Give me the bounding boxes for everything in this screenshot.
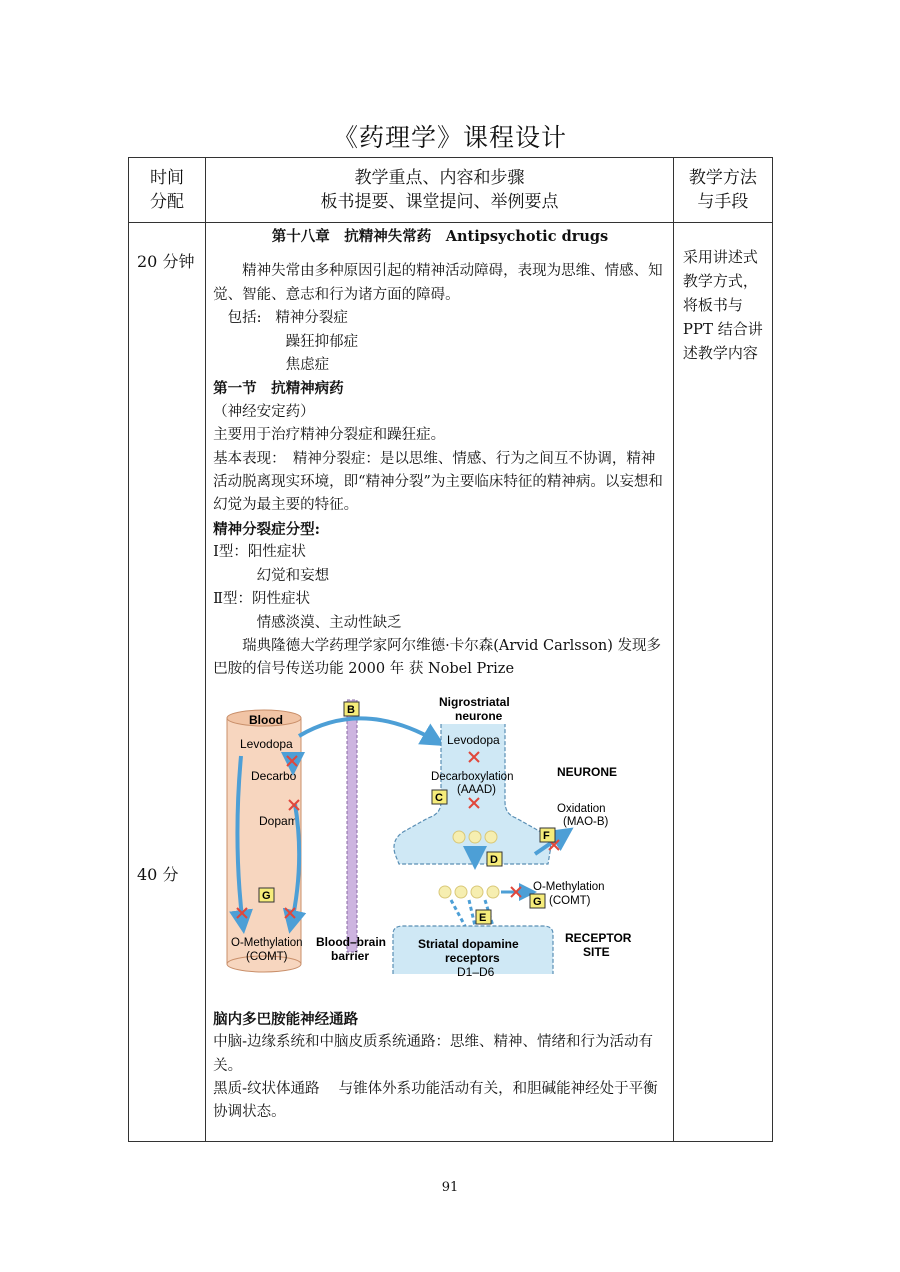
decarbo-label: Decarbo [251, 768, 297, 783]
type2-detail: 情感淡漠、主动性缺乏 [256, 614, 402, 631]
decarb-label-1: Decarboxylation [431, 770, 514, 783]
nigro-label-1: Nigrostriatal [439, 694, 510, 709]
bbb-label-2: barrier [331, 948, 370, 963]
type1-detail: 幻觉和妄想 [256, 567, 330, 584]
oxid-label-2: (MAO-B) [563, 815, 609, 828]
time-20min: 20 分钟 [137, 252, 195, 271]
striatal-label-2: receptors [445, 950, 500, 965]
dopamine-pathway-diagram [213, 694, 643, 994]
header-content-line1: 教学重点、内容和步骤 [354, 168, 525, 188]
header-method [673, 158, 772, 223]
nigro-label-2: neurone [455, 708, 503, 723]
dopam-label: Dopam [259, 813, 298, 828]
neurone-label: NEURONE [557, 764, 618, 779]
synaptic-vesicle [471, 886, 483, 898]
blood-label: Blood [249, 712, 284, 727]
intro-paragraph: 精神失常由多种原因引起的精神活动障碍，表现为思维、情感、知觉、智能、意志和行为诸方面的障碍。 [213, 263, 663, 303]
label-c: C [435, 791, 444, 804]
header-content-line2: 板书提要、课堂提问、举例要点 [320, 192, 559, 212]
striatal-label-1: Striatal dopamine [418, 936, 519, 951]
discovery-paragraph: 瑞典隆德大学药理学家阿尔维德·卡尔森(Arvid Carlsson) 发现多巴胺的信号传送功能 2000 年 获 Nobel Prize [213, 637, 662, 678]
method-line-4: PPT 结合讲 [682, 320, 763, 338]
method-line-1: 采用讲述式 [682, 248, 758, 266]
include-item-3: 焦虑症 [285, 357, 330, 374]
blood-brain-barrier [347, 700, 357, 952]
include-item-2: 躁狂抑郁症 [285, 333, 359, 350]
pathway-paragraph-1: 中脑-边缘系统和中脑皮质系统通路：思维、精神、情绪和行为活动有关。 [213, 1034, 654, 1074]
synaptic-vesicle [439, 886, 451, 898]
arrow-levodopa-transport [299, 718, 438, 742]
content-cell [206, 223, 674, 1142]
vesicle [485, 831, 497, 843]
ometh-blood-label-2: (COMT) [246, 950, 288, 963]
table-body-row [129, 223, 773, 1142]
usage-line: 主要用于治疗精神分裂症和躁狂症。 [213, 427, 446, 444]
method-line-2: 教学方式， [682, 272, 758, 290]
label-e: E [479, 911, 487, 924]
page-number: 91 [441, 1180, 459, 1195]
table-header-row [129, 158, 773, 223]
include-item-1: 精神分裂症 [275, 310, 348, 327]
ometh-syn-label-1: O-Methylation [533, 880, 605, 893]
ometh-syn-label-2: (COMT) [549, 894, 591, 907]
header-content [206, 158, 674, 223]
label-d: D [490, 853, 499, 866]
oxid-label-1: Oxidation [557, 802, 606, 815]
time-cell [129, 223, 206, 1142]
synaptic-vesicle [487, 886, 499, 898]
receptor-site-label-2: SITE [583, 944, 610, 959]
label-g2: G [533, 895, 542, 908]
types-title: 精神分裂症分型: [213, 520, 320, 538]
time-40min: 40 分 [137, 865, 179, 884]
header-time-line1: 时间 [150, 168, 185, 188]
pathway-title: 脑内多巴胺能神经通路 [213, 1010, 359, 1028]
course-design-table [128, 157, 773, 1142]
page-title: 《药理学》课程设计 [332, 123, 567, 152]
include-line [213, 307, 667, 330]
bbb-label-1: Blood–brain [316, 934, 387, 949]
vesicle [469, 831, 481, 843]
header-method-line1: 教学方法 [688, 168, 757, 188]
basic-paragraph: 基本表现： 精神分裂症：是以思维、情感、行为之间互不协调，精神活动脱离现实环境，即“精神分裂”为主要临床特征的精神病。以妄想和幻觉为最主要的特征。 [213, 450, 663, 514]
include-label: 包括: [227, 310, 262, 327]
spacer [213, 248, 667, 260]
section-title: 第一节 抗精神病药 [213, 380, 344, 398]
vesicle [453, 831, 465, 843]
decarb-label-2: (AAAD) [457, 783, 497, 796]
alias-line: （神经安定药） [213, 403, 315, 420]
chapter-title: 第十八章 抗精神失常药 Antipsychotic drugs [271, 228, 609, 245]
type2-line: Ⅱ型：阴性症状 [213, 591, 310, 608]
ometh-blood-label-1: O-Methylation [231, 936, 303, 949]
header-time [129, 158, 206, 223]
arrow-dashed [469, 900, 475, 926]
label-g1: G [262, 889, 271, 902]
d1d6-label: D1–D6 [457, 964, 495, 979]
levodopa-blood-label: Levodopa [240, 736, 293, 751]
method-cell [673, 223, 772, 1142]
arrow-dashed [451, 900, 465, 926]
pathway-paragraph-2: 黑质-纹状体通路 与锥体外系功能活动有关，和胆碱能神经处于平衡协调状态。 [213, 1080, 658, 1121]
label-f: F [543, 829, 550, 842]
header-method-line2: 与手段 [697, 192, 749, 212]
header-time-line2: 分配 [150, 192, 185, 212]
type1-line: Ⅰ型：阳性症状 [213, 544, 306, 561]
label-b: B [347, 703, 356, 716]
synaptic-vesicle [455, 886, 467, 898]
levodopa-neuron-label: Levodopa [447, 732, 500, 747]
receptor-site-label-1: RECEPTOR [565, 930, 632, 945]
method-line-3: 将板书与 [682, 296, 743, 314]
method-line-5: 述教学内容 [682, 344, 758, 362]
